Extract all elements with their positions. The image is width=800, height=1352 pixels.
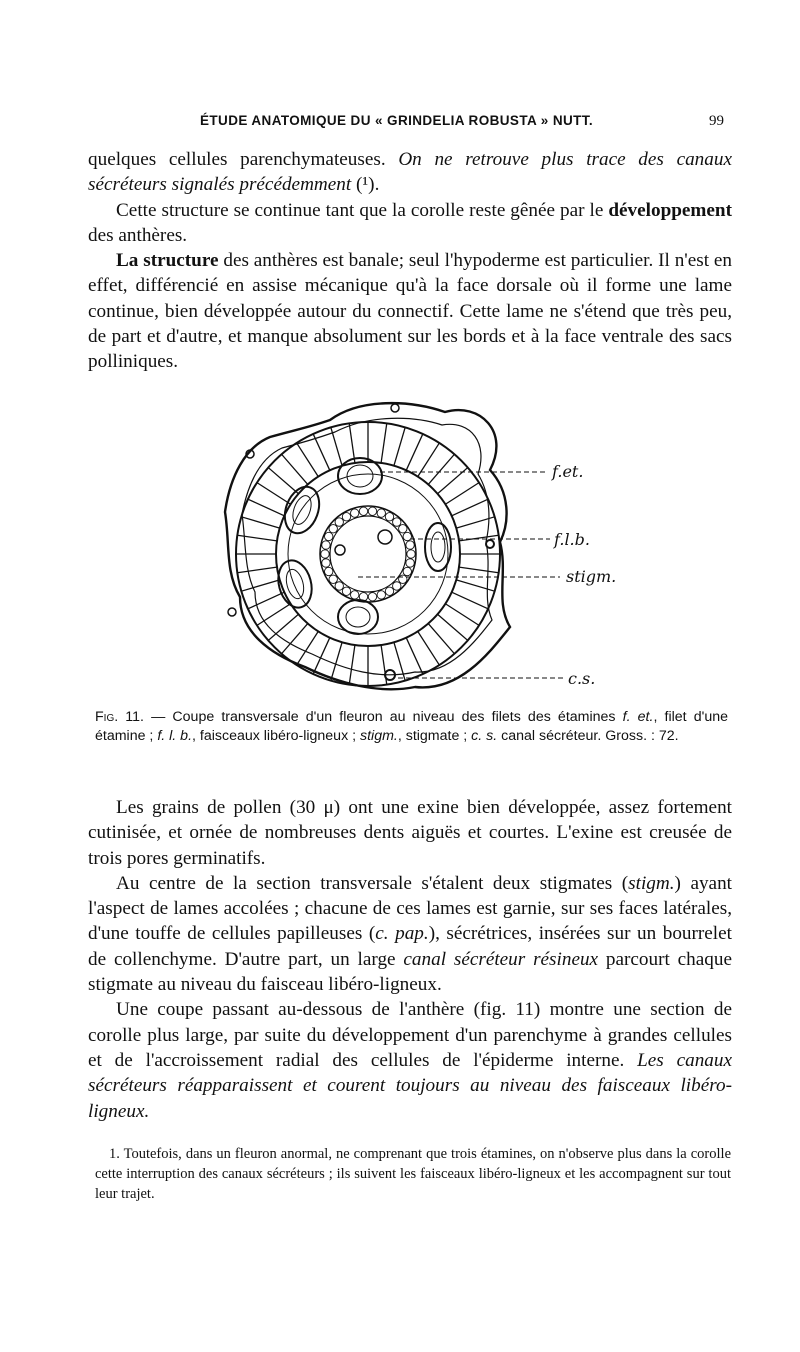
cell-wall xyxy=(313,434,330,470)
cell-wall xyxy=(428,624,454,654)
cell-wall xyxy=(406,434,423,470)
italic-run: c. pap. xyxy=(375,923,429,945)
text-run: des anthères est banale; seul l'hypoderme est particulier. Il n'est en effet, différencié en assise mécanique qu'à la face dorsale où il forme une lame continue, bien développée autour du connectif. Cette lame ne s'étend que très peu, de part et d'autre, et manque absolument sur les bords et à la face ventrale des sacs polliniques. xyxy=(88,250,732,373)
cell-wall xyxy=(241,517,279,528)
text-run: ), sécrétrices, insérées sur un bourrelet de collenchyme. D'autre part, un large xyxy=(88,923,732,970)
style-cell xyxy=(399,525,407,533)
footnote xyxy=(95,1144,731,1204)
text-run: canal sécréteur. Gross. : 72. xyxy=(497,728,679,744)
style-cell xyxy=(377,591,385,599)
text-run: , faisceaux libéro-ligneux ; xyxy=(192,728,360,744)
paragraph xyxy=(88,997,732,1123)
style-cell xyxy=(406,559,414,567)
style-cell xyxy=(342,513,350,521)
cell-wall xyxy=(445,604,479,626)
filament-right xyxy=(425,523,451,571)
abbr-run: f. et. xyxy=(622,709,654,725)
abbr-run: f. l. b. xyxy=(157,728,193,744)
cell-wall xyxy=(428,454,454,484)
cell-wall xyxy=(248,499,284,516)
style-ring xyxy=(320,506,416,602)
figure-caption xyxy=(95,708,728,746)
cell-wall xyxy=(349,645,355,685)
text-run: Une coupe passant au-dessous de l'anthère (fig. 11) montre une section de corolle plus large, par suite du développement d'un parenchyme à grandes cellules et de l'accroissement radial des cellules de l'épiderme interne. xyxy=(88,999,732,1071)
style-cell xyxy=(342,587,350,595)
label-cs: c.s. xyxy=(568,669,596,688)
footnote-ref: (¹). xyxy=(351,174,380,196)
text-run: parcourt chaque stigmate au niveau du faisceau libéro-ligneux. xyxy=(88,948,732,996)
style-cell xyxy=(351,591,359,599)
filament-left-bottom xyxy=(273,557,316,612)
footnote-text: 1. Toutefois, dans un fleuron anormal, ne comprenant que trois étamines, on n'observe plus dans la corolle cette interruption des canaux sécréteurs ; ils suivent les faisceaux libéro-ligneux et les accompagnent sur tout leur trajet. xyxy=(95,1146,731,1202)
bold-run: La structure xyxy=(116,250,219,272)
cell-wall xyxy=(268,468,298,494)
figure-11 xyxy=(210,392,630,692)
cell-wall xyxy=(282,454,308,484)
stigma-center xyxy=(335,545,345,555)
flower-section-drawing xyxy=(210,392,630,692)
cell-wall xyxy=(381,423,387,463)
style-cell xyxy=(325,567,333,575)
page-number: 99 xyxy=(709,113,724,129)
text-run: quelques cellules parenchymateuses. xyxy=(88,149,399,170)
text-run: — Coupe transversale d'un fleuron au niveau des filets des étamines xyxy=(143,709,623,725)
style-cell xyxy=(393,582,401,590)
cell-wall xyxy=(248,592,284,609)
cell-wall xyxy=(331,642,342,680)
paragraph xyxy=(88,198,732,249)
style-cell xyxy=(329,525,337,533)
cell-wall xyxy=(349,423,355,463)
style-cell xyxy=(325,532,333,540)
abbr-run: stigm. xyxy=(360,728,398,744)
style-cell xyxy=(399,575,407,583)
italic-run: On ne retrouve plus trace des canaux sécréteurs signalés précédemment xyxy=(88,149,732,196)
style-cell xyxy=(393,518,401,526)
label-f-lb: f.l.b. xyxy=(554,530,590,549)
cell-wall xyxy=(257,483,291,505)
bold-run: développement xyxy=(608,199,732,221)
cell-wall xyxy=(297,443,319,477)
abbr-run: c. s. xyxy=(471,728,498,744)
cell-wall xyxy=(237,535,277,541)
body-text-top xyxy=(88,147,732,375)
cell-wall xyxy=(418,631,440,665)
style-cell xyxy=(406,541,414,549)
cell-wall xyxy=(445,483,479,505)
cell-wall xyxy=(406,638,423,674)
paragraph xyxy=(88,248,732,374)
paragraph: Les grains de pollen (30 μ) ont une exine bien développée, assez fortement cutinisée, et ornée de nombreuses dents aiguës et courtes. L'exine est creusée de trois pores germinatifs. xyxy=(88,797,732,869)
style-cell xyxy=(407,550,415,558)
cell-wall xyxy=(237,567,277,573)
running-header xyxy=(88,113,728,135)
filament-top xyxy=(338,458,382,494)
cell-wall xyxy=(438,614,468,640)
cell-wall xyxy=(268,614,298,640)
cell-wall xyxy=(452,499,488,516)
style-cell xyxy=(385,587,393,595)
cell-wall xyxy=(452,592,488,609)
cell-wall xyxy=(331,427,342,465)
filament-bottom xyxy=(338,600,378,634)
style-cell xyxy=(385,513,393,521)
style-cell xyxy=(329,575,337,583)
label-f-et: f.et. xyxy=(552,462,584,481)
italic-run: Les canaux sécréteurs réapparaissent et courent toujours au niveau des faisceaux libéro-ligneux. xyxy=(88,1049,733,1122)
body-text-bottom xyxy=(88,795,732,1124)
inner-tissue-boundary xyxy=(288,474,448,634)
italic-run: stigm. xyxy=(628,872,675,894)
style-cell xyxy=(335,518,343,526)
cell-wall xyxy=(282,624,308,654)
cell-wall xyxy=(394,427,405,465)
style-cell xyxy=(322,559,330,567)
cell-wall xyxy=(459,567,499,573)
cell-wall xyxy=(456,580,494,591)
style-cell xyxy=(368,507,376,515)
text-run: Cette structure se continue tant que la corolle reste gênée par le xyxy=(116,199,609,221)
cell-wall xyxy=(438,468,468,494)
text-run: Au centre de la section transversale s'étalent deux stigmates ( xyxy=(116,872,629,894)
style-cell xyxy=(403,567,411,575)
style-cell xyxy=(368,593,376,601)
paragraph xyxy=(88,147,732,198)
running-title: ÉTUDE ANATOMIQUE DU « GRINDELIA ROBUSTA » NUTT. xyxy=(200,113,594,128)
style-cell xyxy=(322,541,330,549)
cell-wall xyxy=(257,604,291,626)
text-run: ) ayant l'aspect de lames accolées ; chacune de ces lames est garnie, sur ses faces latérales, d'une touffe de cellules papilleuses ( xyxy=(88,872,732,945)
style-cell xyxy=(321,550,329,558)
cell-wall xyxy=(241,580,279,591)
label-stigm: stigm. xyxy=(566,567,617,586)
text-run: , stigmate ; xyxy=(397,728,472,744)
cell-ring-inner xyxy=(276,462,460,646)
style-cell xyxy=(335,582,343,590)
text-run: , filet d'une étamine ; xyxy=(95,709,728,744)
text-run: des anthères. xyxy=(88,224,188,246)
figure-number: Fig. 11. xyxy=(95,709,144,725)
style-cell xyxy=(377,509,385,517)
paragraph xyxy=(88,871,732,997)
style-cell xyxy=(351,509,359,517)
italic-run: canal sécréteur résineux xyxy=(403,948,599,970)
style-cell xyxy=(359,507,367,515)
